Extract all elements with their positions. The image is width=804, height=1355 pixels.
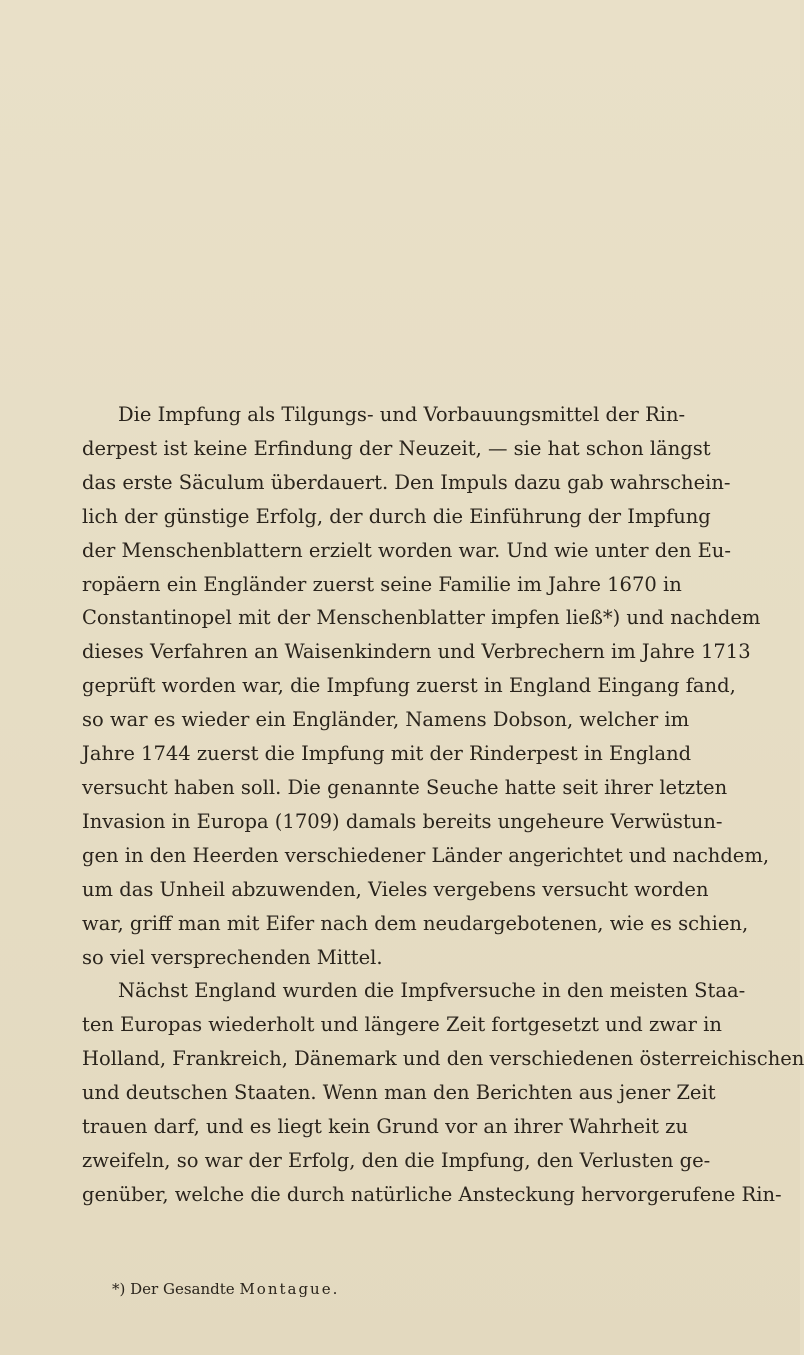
text-line: das erste Säculum überdauert. Den Impuls dazu gab wahrschein- [82, 470, 731, 494]
text-line: Nächst England wurden die Impfversuche in den meisten Staa- [118, 979, 746, 1003]
text-line: geprüft worden war, die Impfung zuerst in England Eingang fand, [82, 674, 736, 698]
text-line: dieses Verfahren an Waisenkindern und Verbrechern im Jahre 1713 [82, 640, 751, 664]
body-text [82, 398, 804, 1212]
text-line: so war es wieder ein Engländer, Namens Dobson, welcher im [82, 708, 690, 732]
paragraph-1 [82, 398, 770, 974]
text-line: versucht haben soll. Die genannte Seuche hatte seit ihrer letzten [82, 775, 728, 799]
text-line: Invasion in Europa (1709) damals bereits ungeheure Verwüstun- [82, 809, 723, 833]
text-line: trauen darf, und es liegt kein Grund vor an ihrer Wahrheit zu [82, 1115, 689, 1139]
text-line: gen in den Heerden verschiedener Länder angerichtet und nachdem, [82, 843, 770, 867]
text-line: und deutschen Staaten. Wenn man den Berichten aus jener Zeit [82, 1081, 716, 1105]
text-line: Holland, Frankreich, Dänemark und den verschiedenen österreichischen [82, 1047, 804, 1071]
text-line: Constantinopel mit der Menschenblatter impfen ließ*) und nachdem [82, 606, 761, 630]
footnote [112, 1280, 712, 1298]
text-line: der Menschenblattern erzielt worden war. Und wie unter den Eu- [82, 538, 731, 562]
text-line: lich der günstige Erfolg, der durch die Einführung der Impfung [82, 504, 711, 528]
text-line: so viel versprechenden Mittel. [82, 945, 383, 969]
footnote-name: Montague. [239, 1280, 340, 1298]
text-line: derpest ist keine Erfindung der Neuzeit, — sie hat schon längst [82, 436, 711, 460]
text-line: genüber, welche die durch natürliche Ansteckung hervorgerufene Rin- [82, 1182, 782, 1206]
text-line: war, griff man mit Eifer nach dem neudargebotenen, wie es schien, [82, 911, 749, 935]
text-line: ten Europas wiederholt und längere Zeit fortgesetzt und zwar in [82, 1013, 722, 1037]
footnote-marker: *) [112, 1280, 126, 1298]
text-line: Jahre 1744 zuerst die Impfung mit der Rinderpest in England [82, 742, 692, 766]
text-line: ropäern ein Engländer zuerst seine Familie im Jahre 1670 in [82, 572, 682, 596]
text-line: Die Impfung als Tilgungs- und Vorbauungsmittel der Rin- [118, 403, 686, 426]
text-line: um das Unheil abzuwenden, Vieles vergebens versucht worden [82, 877, 709, 901]
paragraph-2 [82, 974, 804, 1211]
text-line: zweifeln, so war der Erfolg, den die Impfung, den Verlusten ge- [82, 1148, 711, 1172]
footnote-text: Der Gesandte [130, 1280, 235, 1298]
